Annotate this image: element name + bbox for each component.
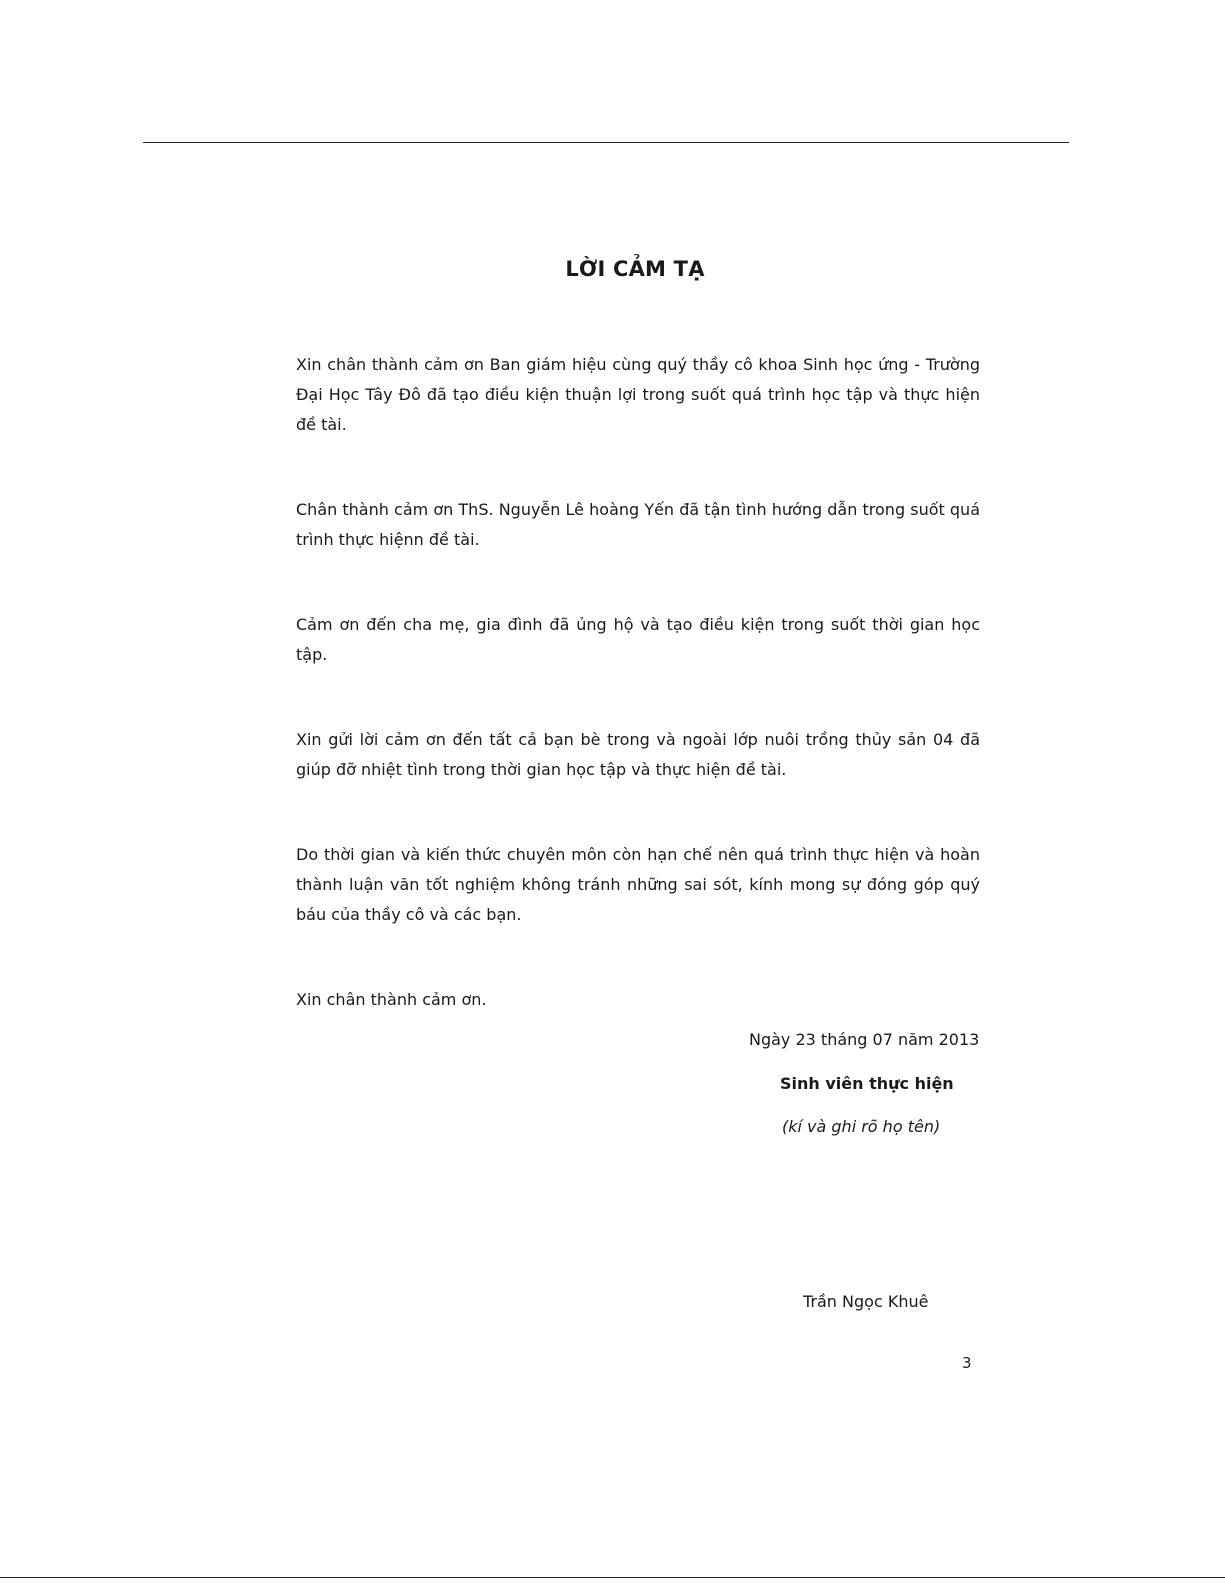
paragraph-closing: Xin chân thành cảm ơn.	[296, 990, 487, 1009]
header-rule	[143, 142, 1069, 143]
page-title: LỜI CẢM TẠ	[565, 257, 705, 281]
signature-role: Sinh viên thực hiện	[780, 1074, 954, 1093]
paragraph-thanks-advisor: Chân thành cảm ơn ThS. Nguyễn Lê hoàng Yến đã tận tình hướng dẫn trong suốt quá trình thực hiệnn đề tài.	[296, 500, 980, 549]
paragraph-thanks-friends: Xin gửi lời cảm ơn đến tất cả bạn bè trong và ngoài lớp nuôi trồng thủy sản 04 đã giúp đỡ nhiệt tình trong thời gian học tập và thực hiện đề tài.	[296, 730, 980, 779]
paragraph-apology: Do thời gian và kiến thức chuyên môn còn hạn chế nên quá trình thực hiện và hoàn thành luận văn tốt nghiệm không tránh những sai sót, kính mong sự đóng góp quý báu của thầy cô và các bạn.	[296, 845, 980, 924]
signature-name: Trần Ngọc Khuê	[803, 1292, 929, 1311]
signature-note: (kí và ghi rõ họ tên)	[782, 1117, 941, 1136]
signature-date: Ngày 23 tháng 07 năm 2013	[749, 1030, 980, 1049]
paragraph-thanks-school: Xin chân thành cảm ơn Ban giám hiệu cùng quý thầy cô khoa Sinh học ứng - Trường Đại Học Tây Đô đã tạo điều kiện thuận lợi trong suốt quá trình học tập và thực hiện đề tài.	[296, 355, 980, 434]
page-number: 3	[962, 1354, 972, 1372]
footer-rule	[0, 1577, 1225, 1578]
paragraph-thanks-family: Cảm ơn đến cha mẹ, gia đình đã ủng hộ và tạo điều kiện trong suốt thời gian học tập.	[296, 615, 980, 664]
